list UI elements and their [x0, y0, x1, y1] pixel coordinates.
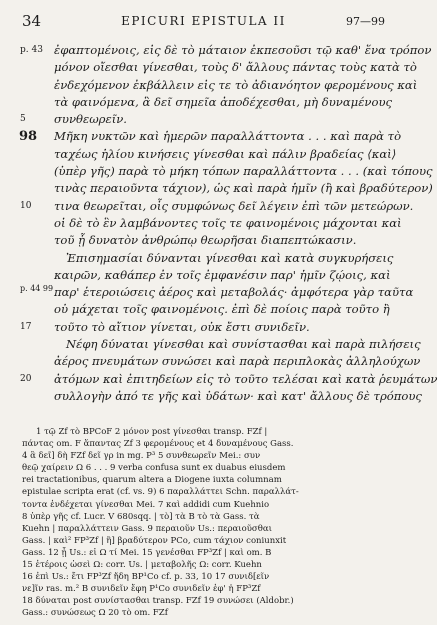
line-text: συνθεωρεῖν.	[54, 112, 127, 127]
page-number: 34	[22, 12, 42, 30]
text-line	[22, 319, 389, 336]
line-text: συλλογὴν ἀπό τε γῆς καὶ ὑδάτων· καὶ κατ' ἄλλους δὲ τρόπους	[54, 388, 422, 403]
apparatus-line: 1 τῷ Zf τὸ BPCoF 2 μόνον post γίνεσθαι transp. FZf |	[36, 427, 268, 437]
apparatus-line: νε]ῖν ras. m.² B συνιδεῖν ἔφη P¹Co συνιδεῖν ἐφ' ἡ FP³Zf	[22, 584, 261, 595]
line-text: τινὰς περαιοῦντα τάχιον), ὡς καὶ παρὰ ἡμῖν (ἢ καὶ βραδύτερον)	[54, 181, 433, 196]
line-text: (ὑπὲρ γῆς) παρὰ τὸ μήκη τόπων παραλλάττοντα . . . (καὶ τόπους	[54, 164, 433, 179]
running-title: EPICURI EPISTULA II	[121, 14, 286, 28]
line-text: Μῆκη νυκτῶν καὶ ἡμερῶν παραλλάττοντα . . . καὶ παρὰ τὸ	[54, 129, 402, 144]
apparatus-line: 18 δύναται post συνίστασθαι transp. FZf 19 συνώσει (Aldobr.)	[22, 596, 294, 607]
line-marker: p. 43	[20, 45, 43, 55]
text-line	[22, 267, 389, 284]
text-line	[19, 128, 402, 145]
text-line	[22, 388, 422, 405]
text-line	[20, 371, 437, 388]
line-text: τοῦτο τὸ αἴτιον γίνεται, οὐκ ἔστι συνιδεῖν.	[54, 319, 310, 334]
line-text: τοῦ ᾗ δυνατὸν ἀνθρώπῳ θεωρῆσαι διαπεπτώκασιν.	[54, 233, 357, 248]
apparatus-line: 8 ὑπὲρ γῆς cf. Lucr. V 680sqq. | τὸ] τὰ B τὸ τὰ Gass. τὰ	[22, 511, 260, 522]
page-and-section-marker: p. 44 99	[20, 284, 54, 294]
apparatus-line: πάντας om. F ἅπαντας Zf 3 φερομένους et 4 δυναμένους Gass.	[22, 439, 294, 450]
text-line	[22, 180, 433, 197]
text-line	[22, 94, 392, 111]
text-line	[22, 232, 389, 249]
line-text: Ἐπισημασίαι δύνανται γίνεσθαι καὶ κατὰ συγκυρήσεις	[66, 250, 394, 265]
text-line	[22, 111, 389, 128]
text-line	[22, 146, 397, 163]
apparatus-line: Gass.: συνώσεως Ω 20 τὸ om. FZf	[22, 608, 168, 619]
main-text	[19, 42, 437, 405]
text-line	[20, 198, 414, 215]
line-marker: 10	[20, 200, 32, 211]
critical-apparatus	[22, 426, 389, 620]
text-line	[22, 353, 421, 370]
line-text: ἀτόμων καὶ ἐπιτηδείων εἰς τὸ τοῦτο τελέσαι καὶ κατὰ ῥευμάτων	[54, 371, 437, 386]
line-text: μόνον οἴεσθαι γίνεσθαι, τοὺς δ' ἄλλους πάντας τοὺς κατὰ τὸ	[54, 60, 417, 75]
section-range: 97—99	[346, 15, 385, 28]
text-line	[22, 215, 402, 232]
apparatus-line: 4 ἃ δεῖ] δὴ FZf δεῖ γρ in mg. P³ 5 συνθεωρεῖν Mei.: συν	[22, 451, 261, 462]
apparatus-line: τοντα ἐνδέχεται γίνεσθαι Mei. 7 καὶ addidi cum Kuehnio	[22, 499, 270, 510]
line-text: οὐ μάχεται τοῖς φαινομένοις. ἐπὶ δὲ ποίοις παρὰ τοῦτο ἢ	[54, 302, 390, 317]
line-text: τινα θεωρεῖται, οἷς συμφώνως δεῖ λέγειν ἐπὶ τῶν μετεώρων.	[54, 198, 414, 213]
text-line	[20, 42, 432, 59]
apparatus-line: Gass. 12 ᾗ Us.: εἰ Ω τί Mei. 15 γενέσθαι FP³Zf | καὶ om. B	[22, 547, 272, 558]
line-text: ἀέρος πνευμάτων συνώσει καὶ παρὰ περιπλοκὰς ἀλληλούχων	[54, 354, 421, 369]
apparatus-line: rei tractationibus, quarum altera a Diogene iuxta columnam	[22, 475, 282, 486]
line-text: καιρῶν, καθάπερ ἐν τοῖς ἐμφανέσιν παρ' ἡμῖν ζῴοις, καὶ	[54, 267, 391, 282]
apparatus-line: Gass. | καὶ² FP³Zf | ἢ] βραδύτερον PCo, cum τάχιον coniunxit	[22, 535, 287, 546]
text-line	[20, 284, 414, 301]
text-line	[22, 77, 418, 94]
line-text: ἐνδεχόμενον ἐκβάλλειν εἰς τε τὸ ἀδιανόητον φερομένους καὶ	[54, 77, 418, 92]
apparatus-line: Kuehn | παραλλάττειν Gass. 9 περαιοῦν Us.: περαιοῦσθαι	[22, 523, 272, 534]
text-line	[22, 163, 433, 180]
line-marker: 17	[20, 321, 32, 332]
apparatus-line: 15 ἑτέροις ὡσεὶ Ω: corr. Us. | μεταβολῆς Ω: corr. Kuehn	[22, 560, 262, 571]
text-line	[22, 336, 421, 353]
line-marker: 5	[20, 114, 26, 125]
text-line	[22, 250, 394, 267]
line-text: οἱ δὲ τὸ ἓν λαμβάνοντες τοῖς τε φαινομένοις μάχονται καὶ	[54, 215, 402, 230]
section-marker: 98	[19, 129, 38, 145]
page-header	[22, 12, 385, 32]
apparatus-line: θεῷ χαίρειν Ω 6 . . . 9 verba confusa sunt ex duabus eiusdem	[22, 463, 286, 474]
line-text: παρ' ἑτεροιώσεις ἀέρος καὶ μεταβολάς· ἀμφότερα γὰρ ταῦτα	[54, 285, 414, 300]
line-text: Νέφη δύναται γίνεσθαι καὶ συνίστασθαι καὶ παρὰ πιλήσεις	[66, 337, 421, 352]
line-marker: 20	[20, 373, 32, 384]
apparatus-line: 16 ἐπὶ Us.: ἔτι FP³Zf ἤδη BP¹Co cf. p. 33, 10 17 συνιδ[εῖν	[22, 572, 270, 583]
line-text: ταχέως ἡλίου κινήσεις γίνεσθαι καὶ πάλιν βραδείας ⟨καὶ⟩	[54, 146, 397, 161]
text-line	[22, 59, 417, 76]
text-line	[22, 301, 389, 318]
line-text: ἐφαπτομένοις, εἰς δὲ τὸ μάταιον ἐκπεσοῦσι τῷ καθ' ἕνα τρόπον	[54, 43, 432, 57]
apparatus-line: epistulae scripta erat (cf. vs. 9) 6 παραλλάττει Schn. παραλλάτ-	[22, 487, 299, 498]
line-text: τὰ φαινόμενα, ἃ δεῖ σημεῖα ἀποδέχεσθαι, μὴ δυναμένους	[54, 94, 392, 109]
